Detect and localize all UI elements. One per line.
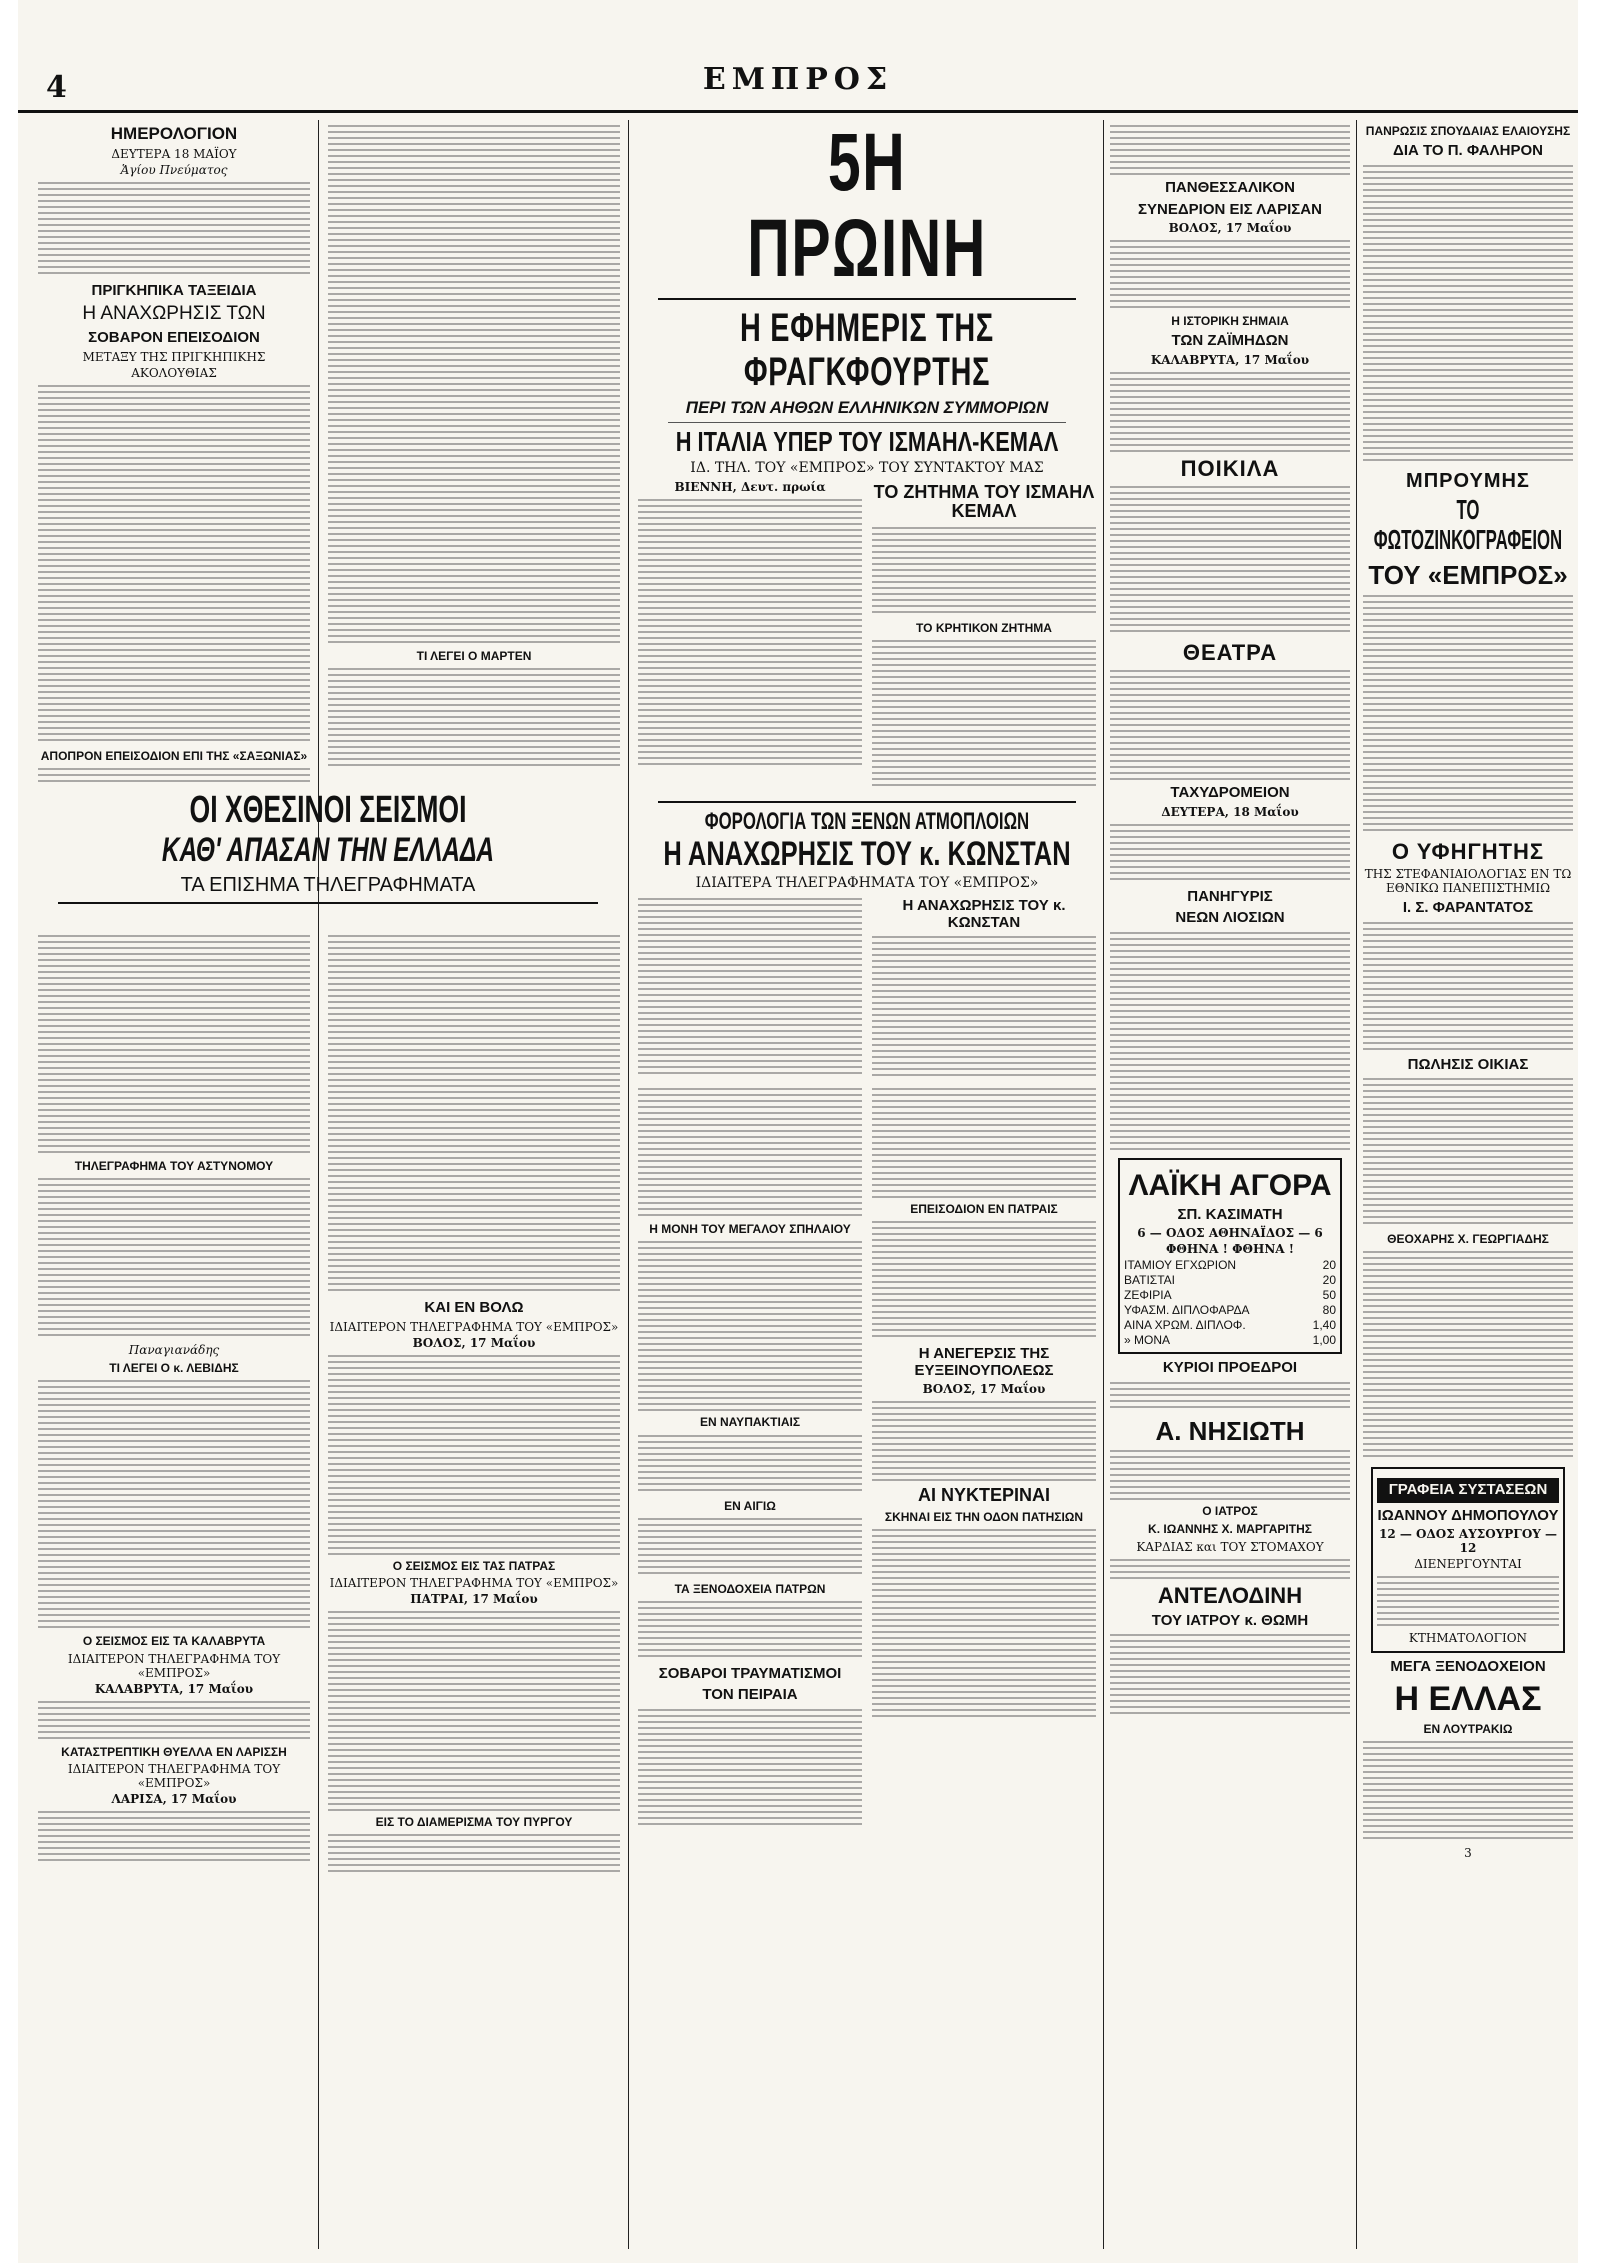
- incident-subhead: ΜΕΤΑΞΥ ΤΗΣ ΠΡΙΓΚΗΠΙΚΗΣ: [82, 349, 266, 364]
- price-item: ΙΤΑΜΙΟΥ ΕΓΧΩΡΙΟΝ: [1124, 1258, 1237, 1273]
- office-headline: ΓΡΑΦΕΙΑ ΣΥΣΤΑΣΕΩΝ: [1377, 1478, 1559, 1503]
- market-advert: [1118, 1158, 1342, 1355]
- thessaly-subhead: ΣΥΝΕΔΡΙΟΝ ΕΙΣ ΛΑΡΙΣΑΝ: [1138, 200, 1322, 218]
- kalavryta-headline: Ο ΣΕΙΣΜΟΣ ΕΙΣ ΤΑ ΚΑΛΑΒΡΥΤΑ: [82, 1634, 266, 1649]
- lecturer-name: Ι. Σ. ΦΑΡΑΝΤΑΤΟΣ: [1402, 899, 1534, 917]
- divider: [658, 298, 1076, 300]
- text-block: [638, 1088, 862, 1218]
- text-block: [38, 1811, 310, 1861]
- frankfurt-headline: Η ΕΦΗΜΕΡΙΣ ΤΗΣ ΦΡΑΓΚΦΟΥΡΤΗΣ: [740, 306, 994, 395]
- text-block: [1363, 922, 1573, 1052]
- konstan-tel: ΙΔΙΑΙΤΕΡΑ ΤΗΛΕΓΡΑΦΗΜΑΤΑ ΤΟΥ «ΕΜΠΡΟΣ»: [695, 875, 1039, 892]
- saxonia-headline: ΑΠΟΠΡΟΝ ΕΠΕΙΣΟΔΙΟΝ ΕΠΙ ΤΗΣ «ΣΑΞΩΝΙΑΣ»: [40, 748, 308, 763]
- text-block: [1363, 1251, 1573, 1461]
- price-value: 1,00: [1312, 1333, 1336, 1348]
- night-subhead: ΣΚΗΝΑΙ ΕΙΣ ΤΗΝ ΟΔΟΝ ΠΑΤΗΣΙΩΝ: [884, 1510, 1084, 1525]
- text-block: [328, 1355, 620, 1555]
- pirgos-headline: ΕΙΣ ΤΟ ΔΙΑΜΕΡΙΣΜΑ ΤΟΥ ΠΥΡΓΟΥ: [375, 1814, 573, 1829]
- photo-headline: ΤΟ ΦΩΤΟΖΙΝΚΟΓΡΑΦΕΙΟΝ: [1373, 493, 1563, 556]
- text-block: [38, 182, 310, 278]
- text-block: [38, 935, 310, 1155]
- marten-headline: ΤΙ ΛΕΓΕΙ Ο ΜΑΡΤΕΝ: [416, 649, 532, 663]
- quake-headline: ΟΙ ΧΘΕΣΙΝΟΙ ΣΕΙΣΜΟΙ: [189, 789, 467, 831]
- column-4: [1110, 120, 1350, 2253]
- royal-travel-headline: ΠΡΙΓΚΗΠΙΚΑ ΤΑΞΕΙΔΙΑ: [91, 281, 257, 299]
- text-block: [1110, 1382, 1350, 1412]
- text-block: [1110, 125, 1350, 175]
- price-item: ΖΕΦΙΡΙΑ: [1124, 1288, 1172, 1303]
- text-block: [38, 768, 310, 782]
- post-headline: ΤΑΧΥΔΡΟΜΕΙΟΝ: [1170, 784, 1290, 802]
- levidis-headline: ΤΙ ΛΕΓΕΙ Ο κ. ΛΕΒΙΔΗΣ: [109, 1361, 239, 1376]
- price-value: 50: [1322, 1288, 1336, 1303]
- text-block: [638, 499, 862, 769]
- text-block: [1110, 240, 1350, 310]
- italy-headline: Η ΙΤΑΛΙΑ ΥΠΕΡ ΤΟΥ ΙΣΜΑΗΛ-ΚΕΜΑΛ: [675, 425, 1059, 457]
- theatre-headline: ΘΕΑΤΡΑ: [1182, 639, 1278, 665]
- konstan-split: [638, 893, 1096, 1083]
- doctor-name: Κ. ΙΩΑΝΝΗΣ Χ. ΜΑΡΓΑΡΙΤΗΣ: [1148, 1522, 1312, 1537]
- asty-headline: ΤΗΛΕΓΡΑΦΗΜΑ ΤΟΥ ΑΣΤΥΝΟΜΟΥ: [74, 1159, 274, 1173]
- column-rule: [1356, 120, 1357, 2249]
- header-headline: ΠΑΝΡΩΣΙΣ ΣΠΟΥΔΑΙΑΣ ΕΛΑΙΟΥΣΗΣ: [1365, 124, 1571, 138]
- larisa-tel: ΙΔΙΑΙΤΕΡΟΝ ΤΗΛΕΓΡΑΦΗΜΑ ΤΟΥ «ΕΜΠΡΟΣ»: [67, 1761, 281, 1790]
- eclipse-subhead: ΤΩΝ ΖΑΪΜΗΔΩΝ: [1171, 332, 1289, 350]
- text-block: [638, 898, 862, 1078]
- text-block: [328, 1611, 620, 1811]
- quake-headline-2: ΚΑΘ' ΑΠΑΣΑΝ ΤΗΝ ΕΛΛΑΔΑ: [161, 830, 495, 869]
- hotel-name: Η ΕΛΛΑΣ: [1394, 1679, 1542, 1718]
- lecturer-headline: Ο ΥΦΗΓΗΤΗΣ: [1391, 838, 1545, 864]
- price-item: » ΜΟΝΑ: [1124, 1333, 1171, 1348]
- text-block: [328, 1834, 620, 1874]
- georgiadis-headline: ΘΕΟΧΑΡΗΣ Χ. ΓΕΩΡΓΙΑΔΗΣ: [1387, 1232, 1549, 1247]
- text-block: [1363, 1078, 1573, 1228]
- text-block: [1110, 372, 1350, 452]
- text-block: [38, 1701, 310, 1741]
- frankfurt-subhead: ΠΕΡΙ ΤΩΝ ΑΗΘΩΝ ΕΛΛΗΝΙΚΩΝ ΣΥΜΜΟΡΙΩΝ: [685, 398, 1049, 418]
- hotel-headline: ΜΕΓΑ ΞΕΝΟΔΟΧΕΙΟΝ: [1390, 1658, 1546, 1676]
- text-block: [1377, 1576, 1559, 1626]
- price-row: [1124, 1333, 1336, 1347]
- thessaly-headline: ΠΑΝΘΕΣΣΑΛΙΚΟΝ: [1165, 179, 1295, 196]
- euxeinos-headline: Η ΑΝΕΓΕΡΣΙΣ ΤΗΣ ΕΥΞΕΙΝΟΥΠΟΛΕΩΣ: [914, 1345, 1054, 1379]
- signature: Παναγιανάδης: [128, 1343, 220, 1358]
- text-block: [872, 1221, 1096, 1341]
- market-name: ΣΠ. ΚΑΣΙΜΑΤΗ: [1177, 1205, 1283, 1223]
- text-block: [638, 1241, 862, 1411]
- post-date: ΔΕΥΤΕΡΑ, 18 Μαΐου: [1161, 804, 1299, 819]
- price-row: [1124, 1318, 1336, 1332]
- text-block: [38, 1178, 310, 1338]
- thessaly-date: ΒΟΛΟΣ, 17 Μαΐου: [1168, 221, 1292, 235]
- text-block: [38, 385, 310, 745]
- night-headline: ΑΙ ΝΥΚΤΕΡΙΝΑΙ: [917, 1485, 1050, 1506]
- text-block: [1363, 1741, 1573, 1841]
- photo-subhead: ΤΟΥ «ΕΜΠΡΟΣ»: [1368, 560, 1568, 591]
- edition-headline: 5Η ΠΡΩΙΝΗ: [747, 120, 987, 295]
- footer-number: 3: [1464, 1846, 1472, 1861]
- office-advert: [1371, 1467, 1565, 1653]
- tax-headline: ΦΟΡΟΛΟΓΙΑ ΤΩΝ ΞΕΝΩΝ ΑΤΜΟΠΛΟΙΩΝ: [704, 808, 1030, 836]
- patras-hotel-headline: ΤΑ ΞΕΝΟΔΟΧΕΙΑ ΠΑΤΡΩΝ: [674, 1581, 826, 1596]
- patras-tel: ΙΔΙΑΙΤΕΡΟΝ ΤΗΛΕΓΡΑΦΗΜΑ ΤΟΥ «ΕΜΠΡΟΣ»: [329, 1575, 619, 1590]
- panigyris-subhead: ΝΕΩΝ ΛΙΟΣΙΩΝ: [1175, 909, 1285, 927]
- center-column: [638, 120, 1096, 2253]
- text-block: [328, 935, 620, 1295]
- text-block: [872, 1529, 1096, 1719]
- eclipse-date: ΚΑΛΑΒΡΥΤΑ, 17 Μαΐου: [1150, 352, 1310, 367]
- quake-column-right: [328, 930, 620, 2253]
- konstan-headline: Η ΑΝΑΧΩΡΗΣΙΣ ΤΟΥ κ. ΚΩΝΣΤΑΝ: [663, 834, 1071, 873]
- text-block: [1110, 1634, 1350, 1714]
- price-list: [1124, 1258, 1336, 1347]
- divider: [658, 801, 1076, 803]
- price-row: [1124, 1258, 1336, 1272]
- almanac-saint: Ἁγίου Πνεύματος: [120, 162, 228, 177]
- text-block: [1110, 824, 1350, 884]
- antelo-subhead: ΤΟΥ ΙΑΤΡΟΥ κ. ΘΩΜΗ: [1151, 1611, 1309, 1629]
- text-block: [1363, 165, 1573, 465]
- monastery-headline: Η ΜΟΝΗ ΤΟΥ ΜΕΓΑΛΟΥ ΣΠΗΛΑΙΟΥ: [649, 1222, 851, 1237]
- antelo-headline: ΑΝΤΕΛΟΔΙΝΗ: [1157, 1582, 1303, 1608]
- text-block: [328, 668, 620, 768]
- sale-headline: ΠΩΛΗΣΙΣ ΟΙΚΙΑΣ: [1407, 1055, 1529, 1073]
- nafpaktos-headline: ΕΝ ΝΑΥΠΑΚΤΙΑΙΣ: [699, 1415, 801, 1430]
- vienna-dateline: ΒΙΕΝΝΗ, Δευτ. πρωία: [674, 479, 826, 494]
- injured-headline-2: ΤΟΝ ΠΕΙΡΑΙΑ: [702, 1686, 798, 1704]
- text-block: [1110, 670, 1350, 780]
- almanac-title: ΗΜΕΡΟΛΟΓΙΟΝ: [110, 124, 238, 143]
- column-rule: [628, 120, 629, 2249]
- price-value: 20: [1322, 1273, 1336, 1288]
- ismail-headline: ΤΟ ΖΗΤΗΜΑ ΤΟΥ ΙΣΜΑΗΛ ΚΕΜΑΛ: [873, 481, 1095, 522]
- quake-column-left: [38, 930, 310, 2253]
- market-cry: ΦΘΗΝΑ ! ΦΘΗΝΑ !: [1165, 1242, 1295, 1257]
- text-block: [638, 1518, 862, 1578]
- text-block: [1110, 1559, 1350, 1579]
- price-row: [1124, 1303, 1336, 1317]
- price-item: ΒΑΤΙΣΤΑΙ: [1124, 1273, 1175, 1288]
- injured-headline: ΣΟΒΑΡΟΙ ΤΡΑΥΜΑΤΙΣΜΟΙ: [658, 1664, 842, 1682]
- cretan-headline: ΤΟ ΚΡΗΤΙΚΟΝ ΖΗΤΗΜΑ: [916, 621, 1052, 636]
- patras-date: ΠΑΤΡΑΙ, 17 Μαΐου: [410, 1591, 538, 1606]
- column-rule: [1103, 120, 1104, 2249]
- almanac-date: ΔΕΥΤΕΡΑ 18 ΜΑΪΟΥ: [111, 146, 237, 161]
- text-block: [38, 1380, 310, 1630]
- mpromis-headline: ΜΠΡΟΥΜΗΣ: [1406, 469, 1530, 492]
- hotel-location: ΕΝ ΛΟΥΤΡΑΚΙΩ: [1423, 1722, 1513, 1737]
- poikila-headline: ΠΟΙΚΙΛΑ: [1180, 455, 1280, 481]
- euxeinos-date: ΒΟΛΟΣ, 17 Μαΐου: [922, 1382, 1046, 1397]
- text-block: [638, 1435, 862, 1495]
- doctor-label: Ο ΙΑΤΡΟΣ: [1202, 1504, 1258, 1519]
- text-block: [1110, 486, 1350, 636]
- text-block: [872, 936, 1096, 1076]
- price-value: 1,40: [1312, 1318, 1336, 1333]
- price-row: [1124, 1273, 1336, 1287]
- text-block: [1110, 1450, 1350, 1500]
- market-headline: ΛΑΪΚΗ ΑΓΟΡΑ: [1128, 1168, 1332, 1202]
- price-item: ΑΙΝΑ ΧΡΩΜ. ΔΙΠΛΟΦ.: [1124, 1318, 1246, 1333]
- lower-split: [638, 1083, 1096, 1834]
- office-directive: ΔΙΕΝΕΡΓΟΥΝΤΑΙ: [1414, 1557, 1522, 1572]
- volos-date: ΒΟΛΟΣ, 17 Μαΐου: [412, 1335, 536, 1350]
- text-block: [638, 1601, 862, 1661]
- aigio-headline: ΕΝ ΑΙΓΙΩ: [724, 1498, 776, 1513]
- patras-headline: Ο ΣΕΙΣΜΟΣ ΕΙΣ ΤΑΣ ΠΑΤΡΑΣ: [392, 1558, 556, 1573]
- column-5: [1363, 120, 1573, 2253]
- price-item: ΥΦΑΣΜ. ΔΙΠΛΟΦΑΡΔΑ: [1124, 1303, 1250, 1318]
- newspaper-title: ΕΜΠΡΟΣ: [702, 62, 894, 97]
- volos-tel: ΙΔΙΑΙΤΕΡΟΝ ΤΗΛΕΓΡΑΦΗΜΑ ΤΟΥ «ΕΜΠΡΟΣ»: [329, 1319, 619, 1334]
- text-block: [872, 1401, 1096, 1481]
- price-value: 80: [1322, 1303, 1336, 1318]
- text-block: [638, 1709, 862, 1829]
- price-row: [1124, 1288, 1336, 1302]
- departures-headline: Η ΑΝΑΧΩΡΗΣΙΣ ΤΩΝ: [82, 303, 266, 325]
- text-block: [872, 640, 1096, 790]
- eclipse-headline: Η ΙΣΤΟΡΙΚΗ ΣΗΜΑΙΑ: [1171, 314, 1289, 328]
- office-address: 12 — ΟΔΟΣ ΑΥΣΟΥΡΓΟΥ — 12: [1378, 1527, 1558, 1556]
- lecturer-subhead: ΤΗΣ ΣΤΕΦΑΝΙΑΙΟΛΟΓΙΑΣ ΕΝ ΤΩ ΕΘΝΙΚΩ ΠΑΝΕΠΙΣΤΗΜΙΩ: [1364, 867, 1572, 896]
- konstan-small-headline: Η ΑΝΑΧΩΡΗΣΙΣ ΤΟΥ κ. ΚΩΝΣΤΑΝ: [902, 897, 1066, 931]
- page-number: 4: [46, 70, 67, 105]
- column-rule: [318, 120, 319, 2249]
- text-block: [872, 527, 1096, 617]
- kyrioi-headline: ΚΥΡΙΟΙ ΠΡΟΕΔΡΟΙ: [1162, 1359, 1298, 1377]
- office-name: ΙΩΑΝΝΟΥ ΔΗΜΟΠΟΥΛΟΥ: [1377, 1506, 1559, 1524]
- volos-headline: ΚΑΙ ΕΝ ΒΟΛΩ: [424, 1299, 524, 1316]
- text-block: [1363, 595, 1573, 835]
- divider: [668, 422, 1066, 423]
- larisa-headline: ΚΑΤΑΣΤΡΕΠΤΙΚΗ ΘΥΕΛΛΑ ΕΝ ΛΑΡΙΣΣΗ: [61, 1744, 287, 1759]
- text-block: [328, 125, 620, 645]
- larisa-date: ΛΑΡΙΣΑ, 17 Μαΐου: [111, 1791, 237, 1806]
- newspaper-page: [18, 0, 1578, 2263]
- correspondent: ΙΔ. ΤΗΛ. ΤΟΥ «ΕΜΠΡΟΣ» ΤΟΥ ΣΥΝΤΑΚΤΟΥ ΜΑΣ: [690, 459, 1044, 476]
- kalavryta-date: ΚΑΛΑΒΡΥΤΑ, 17 Μαΐου: [94, 1681, 254, 1696]
- panigyris-headline: ΠΑΝΗΓΥΡΙΣ: [1187, 887, 1273, 905]
- ktimat-label: ΚΤΗΜΑΤΟΛΟΓΙΟΝ: [1408, 1631, 1528, 1646]
- patras-incident-headline: ΕΠΕΙΣΟΔΙΟΝ ΕΝ ΠΑΤΡΑΙΣ: [910, 1202, 1058, 1217]
- nisioti-headline: Α. ΝΗΣΙΩΤΗ: [1155, 1415, 1305, 1446]
- market-address: 6 — ΟΔΟΣ ΑΘΗΝΑΪΔΟΣ — 6: [1137, 1226, 1323, 1241]
- price-value: 20: [1322, 1258, 1336, 1273]
- text-block: [872, 1088, 1096, 1198]
- text-block: [1110, 932, 1350, 1152]
- phaliro-headline: ΔΙΑ ΤΟ Π. ΦΑΛΗΡΟΝ: [1393, 142, 1543, 160]
- quake-subhead: ΤΑ ΕΠΙΣΗΜΑ ΤΗΛΕΓΡΑΦΗΜΑΤΑ: [180, 874, 476, 897]
- doctor-specialty: ΚΑΡΔΙΑΣ και ΤΟΥ ΣΤΟΜΑΧΟΥ: [1136, 1539, 1324, 1554]
- incident-subhead-2: ΑΚΟΛΟΥΘΙΑΣ: [131, 365, 217, 380]
- incident-headline: ΣΟΒΑΡΟΝ ΕΠΕΙΣΟΔΙΟΝ: [88, 329, 260, 347]
- kalavryta-tel: ΙΔΙΑΙΤΕΡΟΝ ΤΗΛΕΓΡΑΦΗΜΑ ΤΟΥ «ΕΜΠΡΟΣ»: [67, 1651, 281, 1680]
- frankfurt-split: [638, 478, 1096, 796]
